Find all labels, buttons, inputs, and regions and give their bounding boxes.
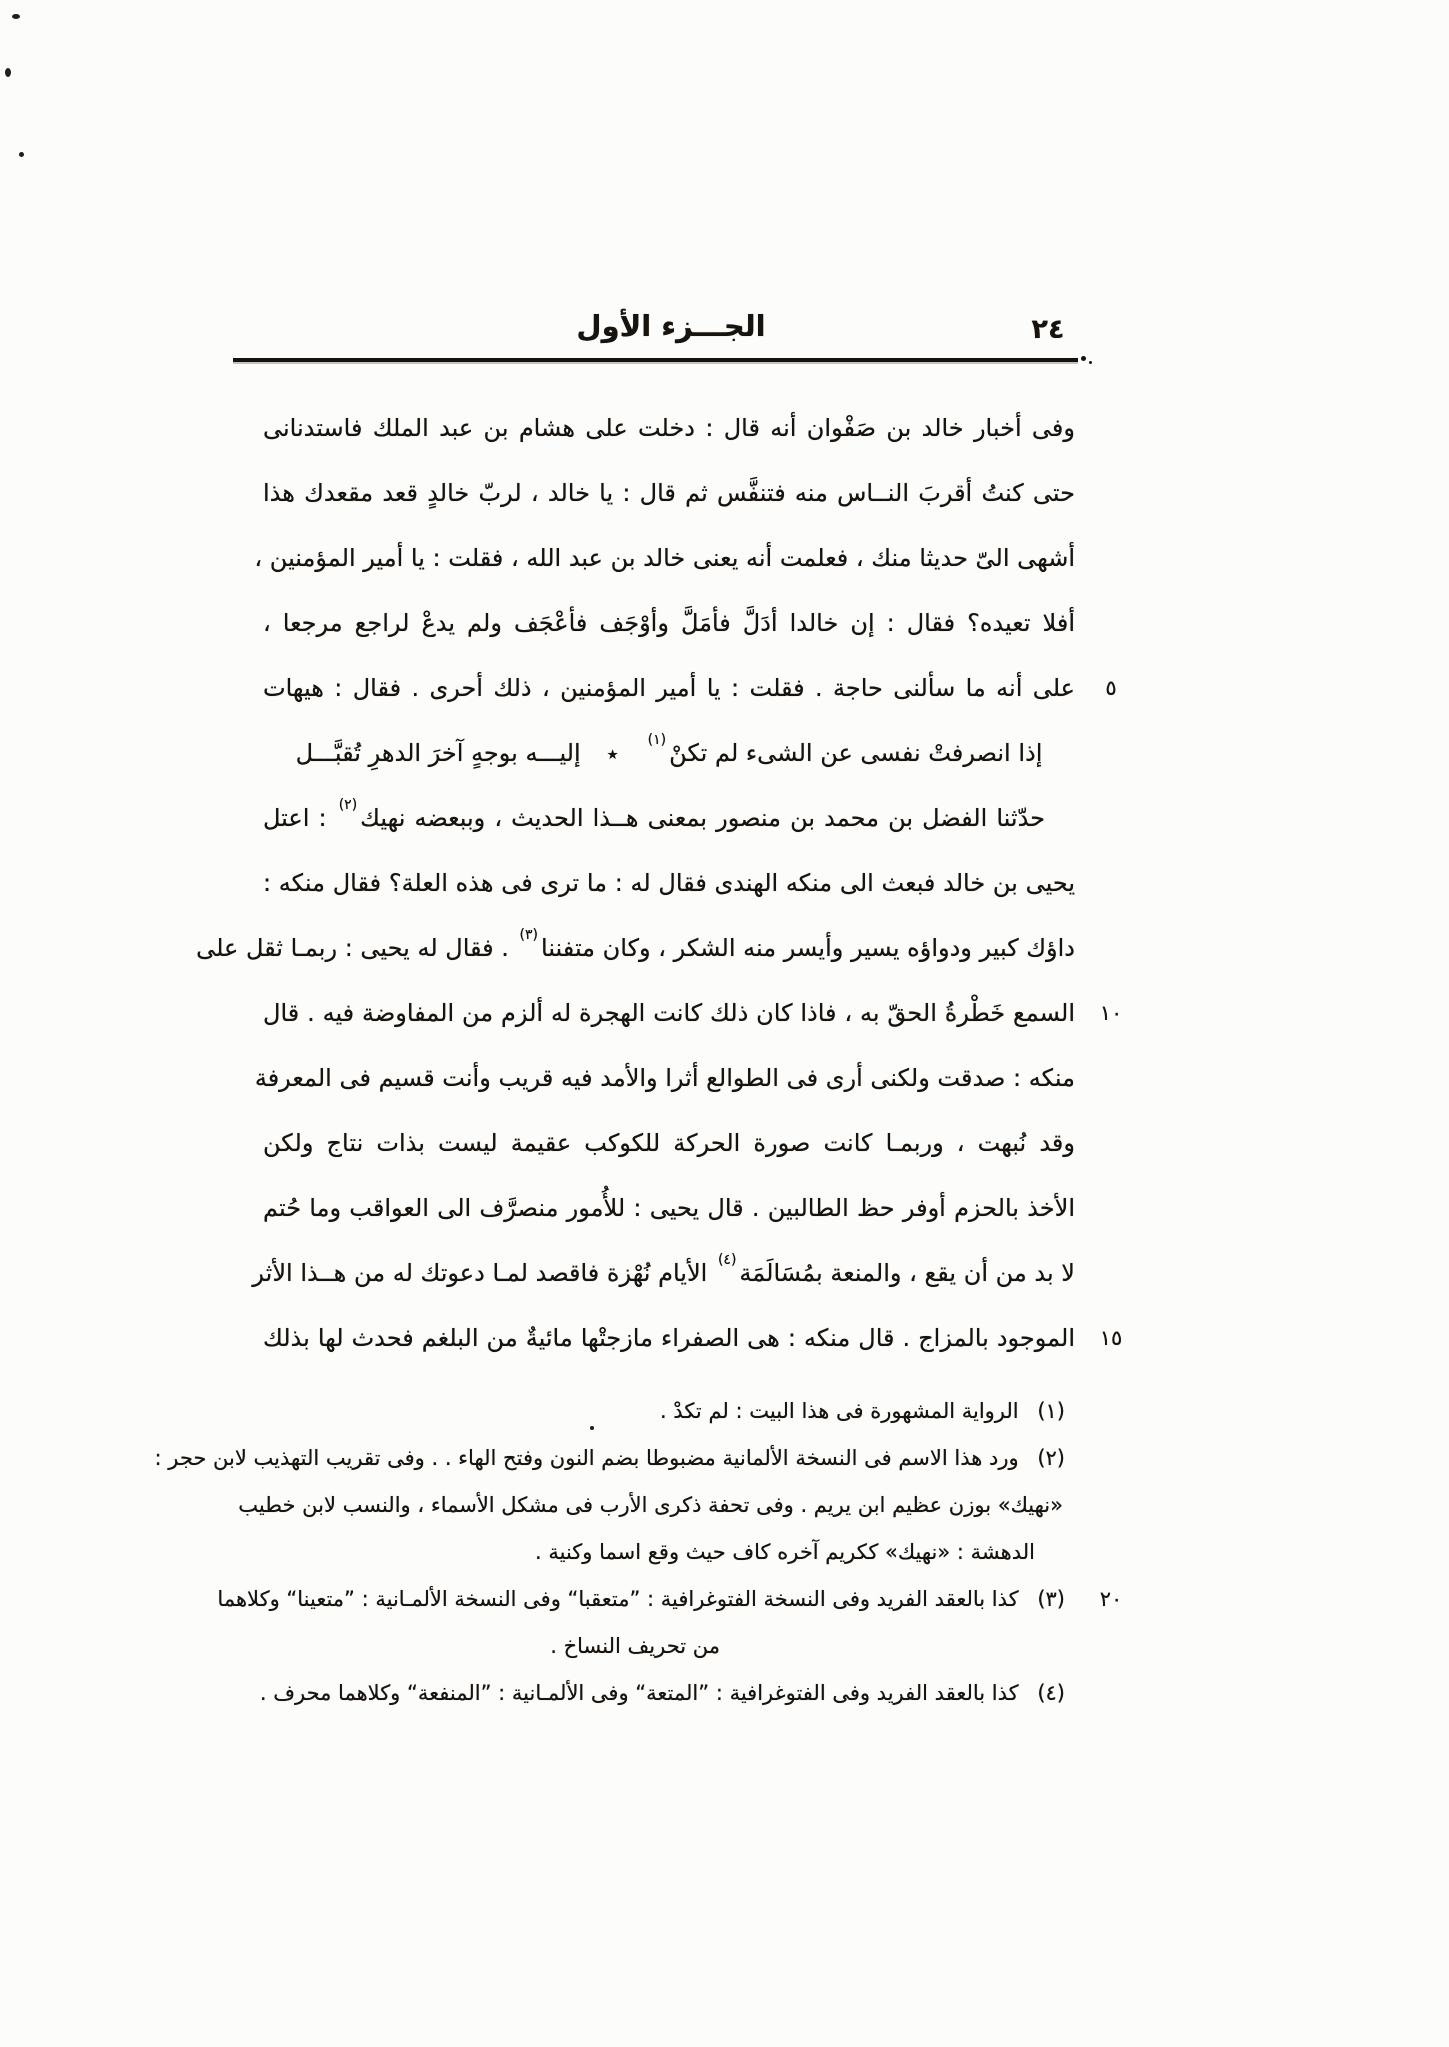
body-line: حتى كنتُ أقربَ النــاس منه فتنفَّس ثم قال : يا خالد ، لربّ خالدٍ قعد مقعدك هذا (263, 479, 1075, 507)
body-line: لا بد من أن يقع ، والمنعة بمُسَالَمَة(٤) الأيام نُهْزة فاقصد لمـا دعوتك له من هــذا الأثر (252, 1252, 1075, 1287)
body-line: داؤك كبير ودواؤه يسير وأيسر منه الشكر ، وكان متفننا(٣) . فقال له يحيى : ربمـا ثقل على (196, 927, 1075, 962)
rule-end-dot (1089, 361, 1092, 364)
margin-line-number-20: ٢٠ (1099, 1587, 1123, 1611)
margin-line-number-10: ١٠ (1099, 1001, 1123, 1025)
body-line-text: : اعتل (263, 804, 336, 832)
header-rule (233, 358, 1078, 362)
scan-speck (19, 152, 24, 157)
footnote-2-marker: (٢) (1037, 1446, 1065, 1470)
body-line-text: حدّثنا الفضل بن محمد بن منصور بمعنى هــذا الحديث ، وببعضه نهيك (360, 804, 1046, 832)
body-line: أفلا تعيده؟ فقال : إن خالدا أدَلَّ فأمَلَّ وأوْجَف فأعْجَف ولم يدعْ لراجع مرجعا ، (263, 609, 1075, 637)
footnote-1-text: الرواية المشهورة فى هذا البيت : لم تكدْ . (659, 1399, 1019, 1423)
body-line-text: . فقال له يحيى : ربمـا ثقل على (196, 934, 517, 962)
footnote-3-continuation: من تحريف النساخ . (550, 1634, 720, 1658)
body-line: أشهى الىّ حديثا منك ، فعلمت أنه يعنى خالد بن عبد الله ، فقلت : يا أمير المؤمنين ، (254, 544, 1075, 572)
body-line: وفى أخبار خالد بن صَفْوان أنه قال : دخلت على هشام بن عبد الملك فاستدنانى (263, 414, 1075, 442)
body-line: وقد نُبهت ، وربمـا كانت صورة الحركة للكوكب عقيمة ليست بذات نتاج ولكن (263, 1129, 1075, 1157)
body-line: الموجود بالمزاج . قال منكه : هى الصفراء مازجتْها مائيةٌ من البلغم فحدث لها بذلك (263, 1324, 1075, 1352)
footnote-3-marker: (٣) (1037, 1587, 1065, 1611)
margin-line-number-15: ١٥ (1099, 1326, 1123, 1350)
body-line: على أنه ما سألنى حاجة . فقلت : يا أمير المؤمنين ، ذلك أحرى . فقال : هيهات (263, 674, 1075, 702)
body-line-text: داؤك كبير ودواؤه يسير وأيسر منه الشكر ، وكان متفننا (541, 934, 1075, 962)
scan-speck (5, 68, 11, 77)
footnote-4-marker: (٤) (1037, 1681, 1065, 1705)
footnote-2-continuation: «نهيك» بوزن عظيم ابن يريم . وفى تحفة ذكرى الأرب فى مشكل الأسماء ، والنسب لابن خطيب (238, 1493, 1063, 1517)
page-number: ٢٤ (1031, 314, 1065, 345)
footnote-2 (154, 1435, 1065, 1482)
verse-separator-star: ٭ (606, 742, 619, 767)
footnote-2-continuation: الدهشة : «نهيك» ككريم آخره كاف حيث وقع اسما وكنية . (535, 1540, 1035, 1564)
footnote-1-marker: (١) (1037, 1399, 1065, 1423)
page-title: الجـــزء الأول (576, 309, 766, 343)
footnote-1 (255, 1388, 1065, 1435)
body-line: منكه : صدقت ولكنى أرى فى الطوالع أثرا والأمد فيه قريب وأنت قسيم فى المعرفة (254, 1064, 1075, 1092)
verse-hemistich-1: إذا انصرفتْ نفسى عن الشىء لم تكنْ (669, 739, 1043, 767)
footnote-3-text: كذا بالعقد الفريد وفى النسخة الفتوغرافية : ”متعقبا“ وفى النسخة الألمـانية : ”متعينا“ وكلاهما (217, 1587, 1019, 1611)
footnote-2-text: ورد هذا الاسم فى النسخة الألمانية مضبوطا بضم النون وفتح الهاء . . وفى تقريب التهذيب لابن حجر : (154, 1446, 1019, 1470)
margin-line-number-5: ٥ (1105, 676, 1117, 700)
rule-end-dot (1081, 356, 1086, 361)
body-line: الأخذ بالحزم أوفر حظ الطالبين . قال يحيى : للأُمور منصرَّف الى العواقب وما حُتم (263, 1194, 1075, 1222)
footnote-4-text: كذا بالعقد الفريد وفى الفتوغرافية : ”المتعة“ وفى الألمـانية : ”المنفعة“ وكلاهما محرف . (259, 1681, 1019, 1705)
body-line: حدّثنا الفضل بن محمد بن منصور بمعنى هــذا الحديث ، وببعضه نهيك(٢) : اعتل (263, 797, 1046, 832)
verse-line: إذا انصرفتْ نفسى عن الشىء لم تكنْ(١)٭إليـــه بوجهٍ آخرَ الدهرِ تُقبَّـــل (263, 721, 1075, 786)
footnote-3 (217, 1576, 1065, 1623)
body-line-text: لا بد من أن يقع ، والمنعة بمُسَالَمَة (739, 1259, 1075, 1287)
body-line: السمع خَطْرةُ الحقّ به ، فاذا كان ذلك كانت الهجرة له ألزم من المفاوضة فيه . قال (263, 999, 1075, 1027)
verse-hemistich-2: إليـــه بوجهٍ آخرَ الدهرِ تُقبَّـــل (295, 739, 581, 767)
body-line-text: الأيام نُهْزة فاقصد لمـا دعوتك له من هــذا الأثر (252, 1259, 715, 1287)
main-text-block (196, 396, 1075, 1371)
footnote-4 (255, 1670, 1065, 1717)
body-line: يحيى بن خالد فبعث الى منكه الهندى فقال له : ما ترى فى هذه العلة؟ فقال منكه : (263, 869, 1075, 897)
scan-speck (12, 14, 20, 19)
footnotes-block (154, 1388, 1065, 1717)
